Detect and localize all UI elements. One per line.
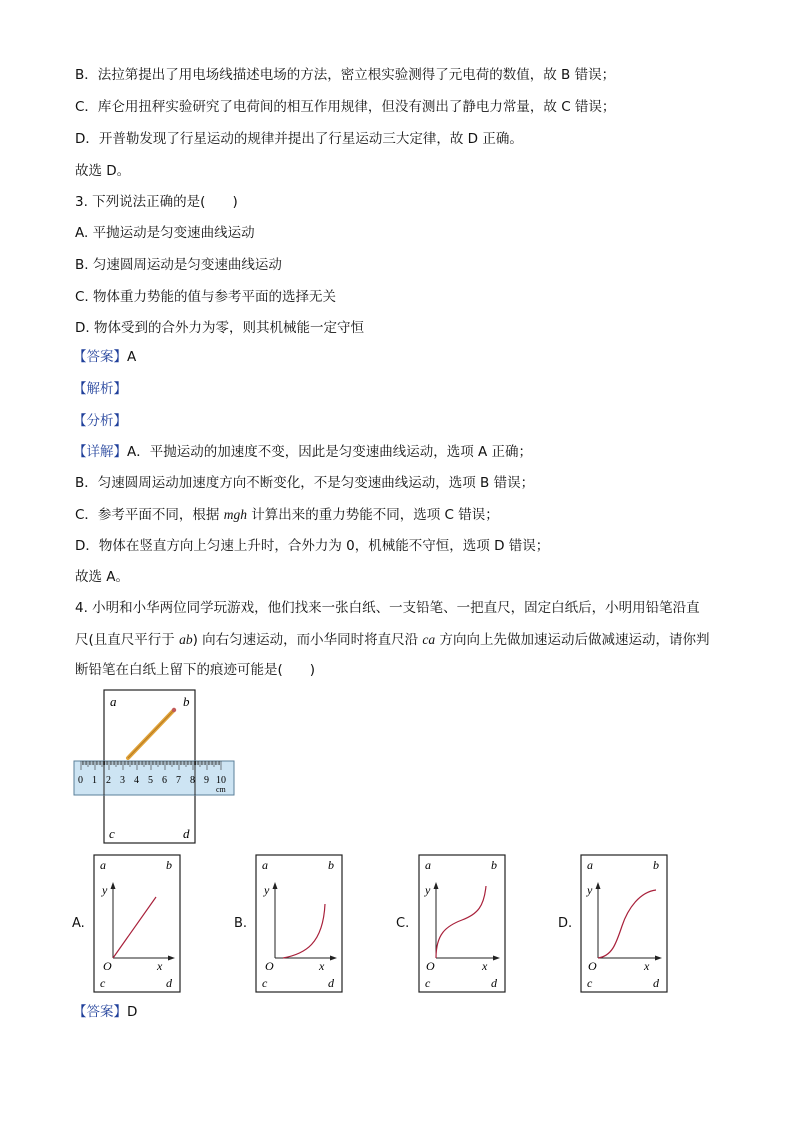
svg-text:O: O <box>588 959 597 973</box>
q3-detail-a: 【详解】A．平抛运动的加速度不变，因此是匀变速曲线运动，选项 A 正确； <box>73 444 533 460</box>
answer-tag: 【答案】 <box>73 349 127 365</box>
q4-stem-line3: 断铅笔在白纸上留下的痕迹可能是( ) <box>75 662 316 678</box>
q3-detail-c: C．参考平面不同，根据 mgh 计算出来的重力势能不同，选项 C 错误； <box>75 507 499 523</box>
q3-option-c: C. 物体重力势能的值与参考平面的选择无关 <box>75 289 337 305</box>
svg-text:d: d <box>653 976 659 990</box>
paper-ruler-figure <box>70 688 240 848</box>
svg-text:O: O <box>426 959 435 973</box>
svg-text:a: a <box>262 858 268 872</box>
q2-option-c-explanation: C．库仑用扭秤实验研究了电荷间的相互作用规律，但没有测出了静电力常量，故 C 错误； <box>75 99 616 115</box>
option-label-a: A. <box>72 916 85 931</box>
q2-option-d-explanation: D．开普勒发现了行星运动的规律并提出了行星运动三大定律，故 D 正确。 <box>75 131 523 147</box>
svg-text:b: b <box>328 858 334 872</box>
q4-stem-line1: 4. 小明和小华两位同学玩游戏，他们找来一张白纸、一支铅笔、一把直尺，固定白纸后，小明用铅笔沿直 <box>75 600 700 616</box>
corner-label-d: d <box>183 826 190 841</box>
option-label-d: D. <box>558 916 573 931</box>
q3-option-b: B. 匀速圆周运动是匀变速曲线运动 <box>75 257 282 273</box>
svg-text:c: c <box>425 976 431 990</box>
svg-text:d: d <box>166 976 172 990</box>
svg-text:a: a <box>100 858 106 872</box>
q4-answer <box>73 1002 137 1022</box>
svg-text:O: O <box>265 959 274 973</box>
option-label-c: C. <box>396 916 410 931</box>
q3-option-a: A. 平抛运动是匀变速曲线运动 <box>75 225 255 241</box>
answer-tag: 【答案】 <box>73 1004 127 1020</box>
option-a-figure <box>93 854 183 994</box>
q4-stem-line2: 尺(且直尺平行于 ab) 向右匀速运动，而小华同时将直尺沿 ca 方向向上先做加速运动后做减速运动，请你判 <box>75 632 710 648</box>
option-label-b: B. <box>234 916 248 931</box>
option-d-figure <box>580 854 670 994</box>
svg-text:c: c <box>587 976 593 990</box>
q3-detail-d: D．物体在竖直方向上匀速上升时，合外力为 0，机械能不守恒，选项 D 错误； <box>75 538 550 554</box>
formula-mgh: mgh <box>223 507 247 522</box>
ruler-tick-4: 4 <box>134 775 139 786</box>
svg-text:d: d <box>328 976 334 990</box>
corner-label-c: c <box>109 826 115 841</box>
ruler-tick-9: 9 <box>204 775 209 786</box>
ruler-tick-7: 7 <box>176 775 181 786</box>
q3-detail-b: B．匀速圆周运动加速度方向不断变化，不是匀变速曲线运动，选项 B 错误； <box>75 475 535 491</box>
ruler-tick-5: 5 <box>148 775 153 786</box>
q3-option-d: D. 物体受到的合外力为零，则其机械能一定守恒 <box>75 320 364 336</box>
svg-text:a: a <box>425 858 431 872</box>
svg-text:b: b <box>653 858 659 872</box>
ruler-tick-3: 3 <box>120 775 125 786</box>
svg-text:y: y <box>425 883 431 897</box>
svg-text:y: y <box>264 883 270 897</box>
ruler-tick-2: 2 <box>106 775 111 786</box>
answer-value: D <box>127 1004 138 1020</box>
svg-text:x: x <box>157 959 163 973</box>
svg-text:c: c <box>100 976 106 990</box>
svg-text:y: y <box>102 883 108 897</box>
answer-value: A <box>127 349 137 365</box>
svg-text:x: x <box>319 959 325 973</box>
svg-text:x: x <box>644 959 650 973</box>
option-b-figure <box>255 854 345 994</box>
q2-option-b-explanation: B．法拉第提出了用电场线描述电场的方法，密立根实验测得了元电荷的数值，故 B 错误； <box>75 67 616 83</box>
svg-text:b: b <box>491 858 497 872</box>
ruler-tick-10: 10 <box>216 775 226 786</box>
ruler-tick-1: 1 <box>92 775 97 786</box>
svg-text:b: b <box>166 858 172 872</box>
ruler <box>74 761 234 795</box>
analysis-tag: 【解析】 <box>73 381 127 397</box>
fenxi-tag: 【分析】 <box>73 413 127 429</box>
ruler-tick-0: 0 <box>78 775 83 786</box>
option-c-figure <box>418 854 508 994</box>
q3-conclusion: 故选 A。 <box>75 569 130 585</box>
q3-stem: 3. 下列说法正确的是( ) <box>75 194 238 210</box>
q2-conclusion: 故选 D。 <box>75 163 131 179</box>
ruler-tick-8: 8 <box>190 775 195 786</box>
svg-text:O: O <box>103 959 112 973</box>
ruler-unit: cm <box>216 785 226 794</box>
svg-text:x: x <box>482 959 488 973</box>
corner-label-a: a <box>110 694 117 709</box>
svg-text:c: c <box>262 976 268 990</box>
ruler-tick-6: 6 <box>162 775 167 786</box>
svg-text:a: a <box>587 858 593 872</box>
q3-answer <box>73 347 136 367</box>
svg-text:y: y <box>587 883 593 897</box>
svg-text:d: d <box>491 976 497 990</box>
corner-label-b: b <box>183 694 190 709</box>
detail-tag: 【详解】 <box>73 444 127 460</box>
